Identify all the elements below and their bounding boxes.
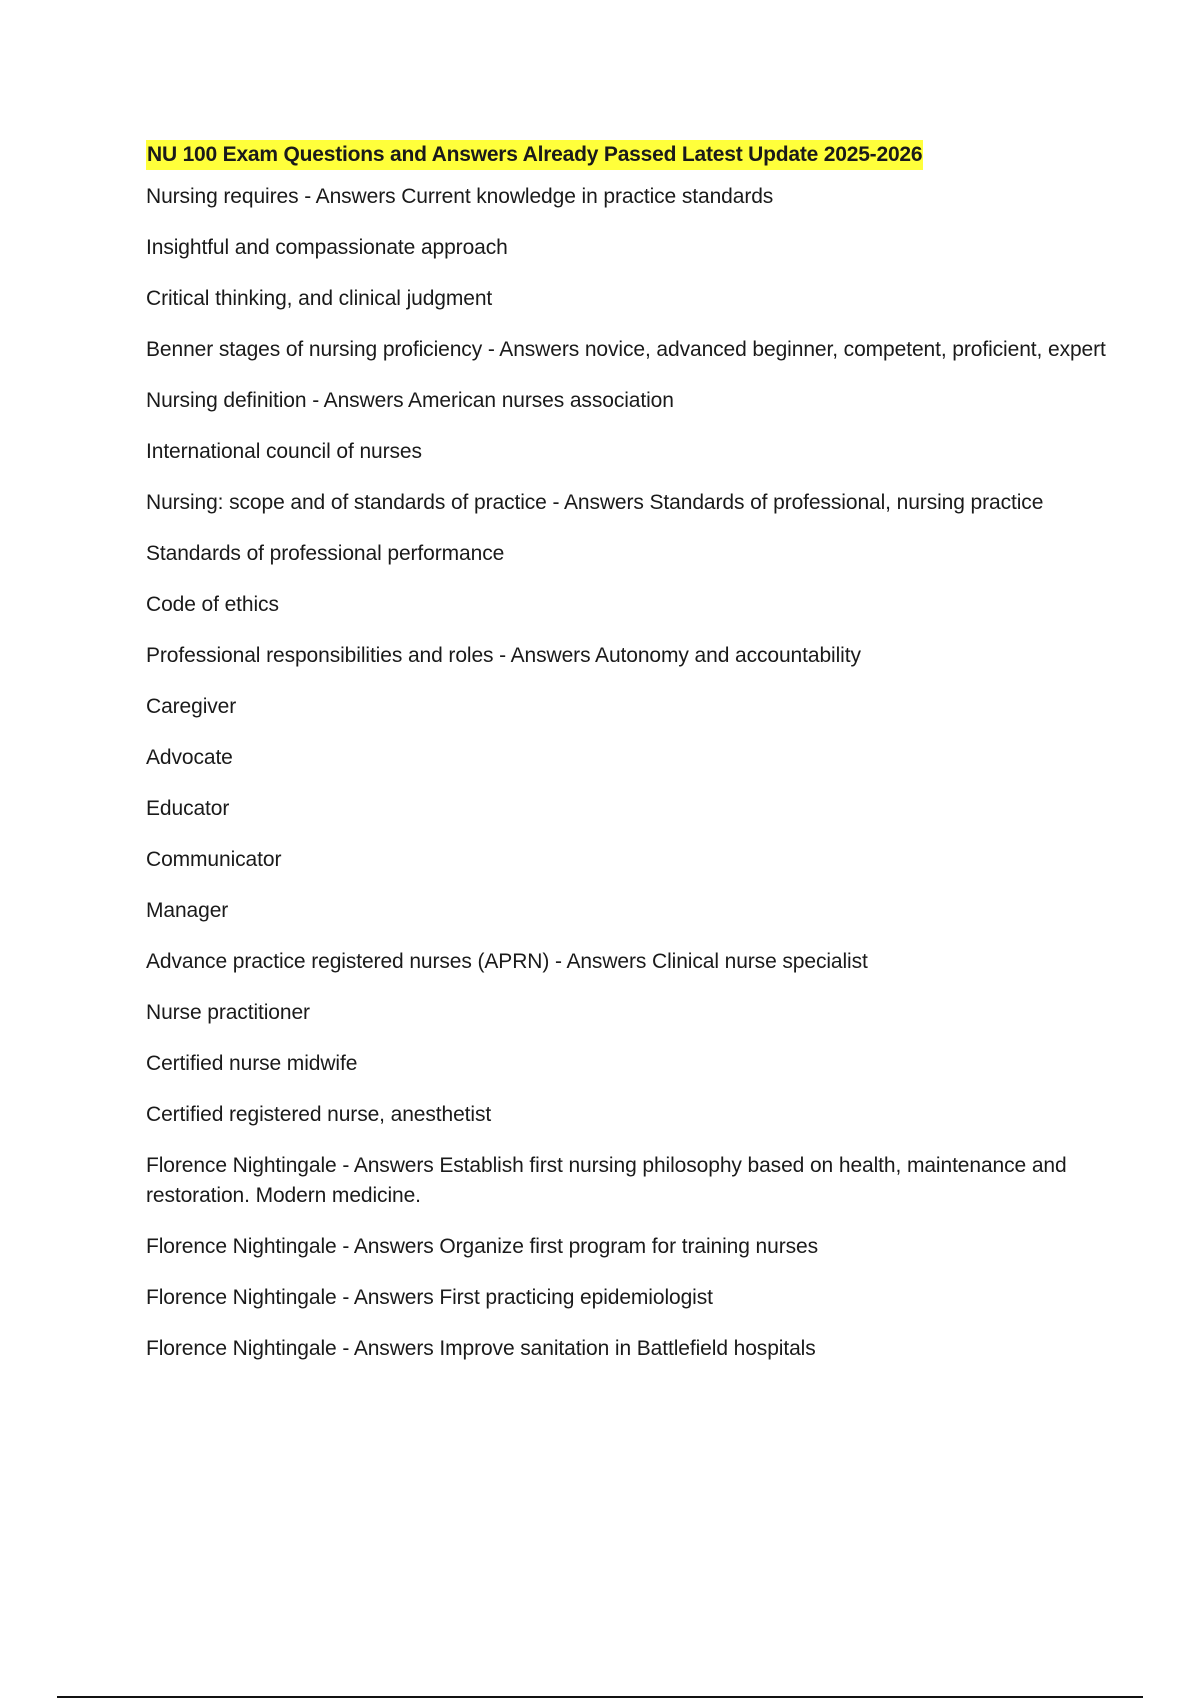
qa-entry-5: Nursing definition - Answers American nurses association <box>146 389 674 412</box>
footer-divider <box>57 1696 1143 1698</box>
qa-entry-19: Certified registered nurse, anesthetist <box>146 1103 492 1126</box>
qa-entry-20: Florence Nightingale - Answers Establish first nursing philosophy based on health, maintenance and restoration. Modern medicine. <box>146 1154 1067 1207</box>
qa-list <box>146 182 1106 1364</box>
qa-entry-2: Insightful and compassionate approach <box>146 236 508 259</box>
document-body <box>146 140 1106 1385</box>
qa-entry-11: Caregiver <box>146 695 237 718</box>
qa-entry-9: Code of ethics <box>146 593 279 616</box>
qa-entry-8: Standards of professional performance <box>146 542 505 565</box>
qa-entry-17: Nurse practitioner <box>146 1001 310 1024</box>
qa-entry-18: Certified nurse midwife <box>146 1052 358 1075</box>
qa-entry-3: Critical thinking, and clinical judgment <box>146 287 493 310</box>
qa-entry-7: Nursing: scope and of standards of practice - Answers Standards of professional, nursing practice <box>146 491 1044 514</box>
qa-entry-13: Educator <box>146 797 230 820</box>
qa-entry-6: International council of nurses <box>146 440 422 463</box>
qa-entry-16: Advance practice registered nurses (APRN) - Answers Clinical nurse specialist <box>146 950 868 973</box>
qa-entry-21: Florence Nightingale - Answers Organize first program for training nurses <box>146 1235 818 1258</box>
qa-entry-15: Manager <box>146 899 229 922</box>
qa-entry-22: Florence Nightingale - Answers First practicing epidemiologist <box>146 1286 713 1309</box>
qa-entry-10: Professional responsibilities and roles - Answers Autonomy and accountability <box>146 644 861 667</box>
qa-entry-12: Advocate <box>146 746 233 769</box>
qa-entry-4: Benner stages of nursing proficiency - Answers novice, advanced beginner, competent, proficient, expert <box>146 338 1106 361</box>
qa-entry-14: Communicator <box>146 848 282 871</box>
qa-entry-23: Florence Nightingale - Answers Improve sanitation in Battlefield hospitals <box>146 1337 816 1360</box>
qa-entry-1: Nursing requires - Answers Current knowledge in practice standards <box>146 185 774 208</box>
document-title: NU 100 Exam Questions and Answers Already Passed Latest Update 2025-2026 <box>146 140 923 170</box>
